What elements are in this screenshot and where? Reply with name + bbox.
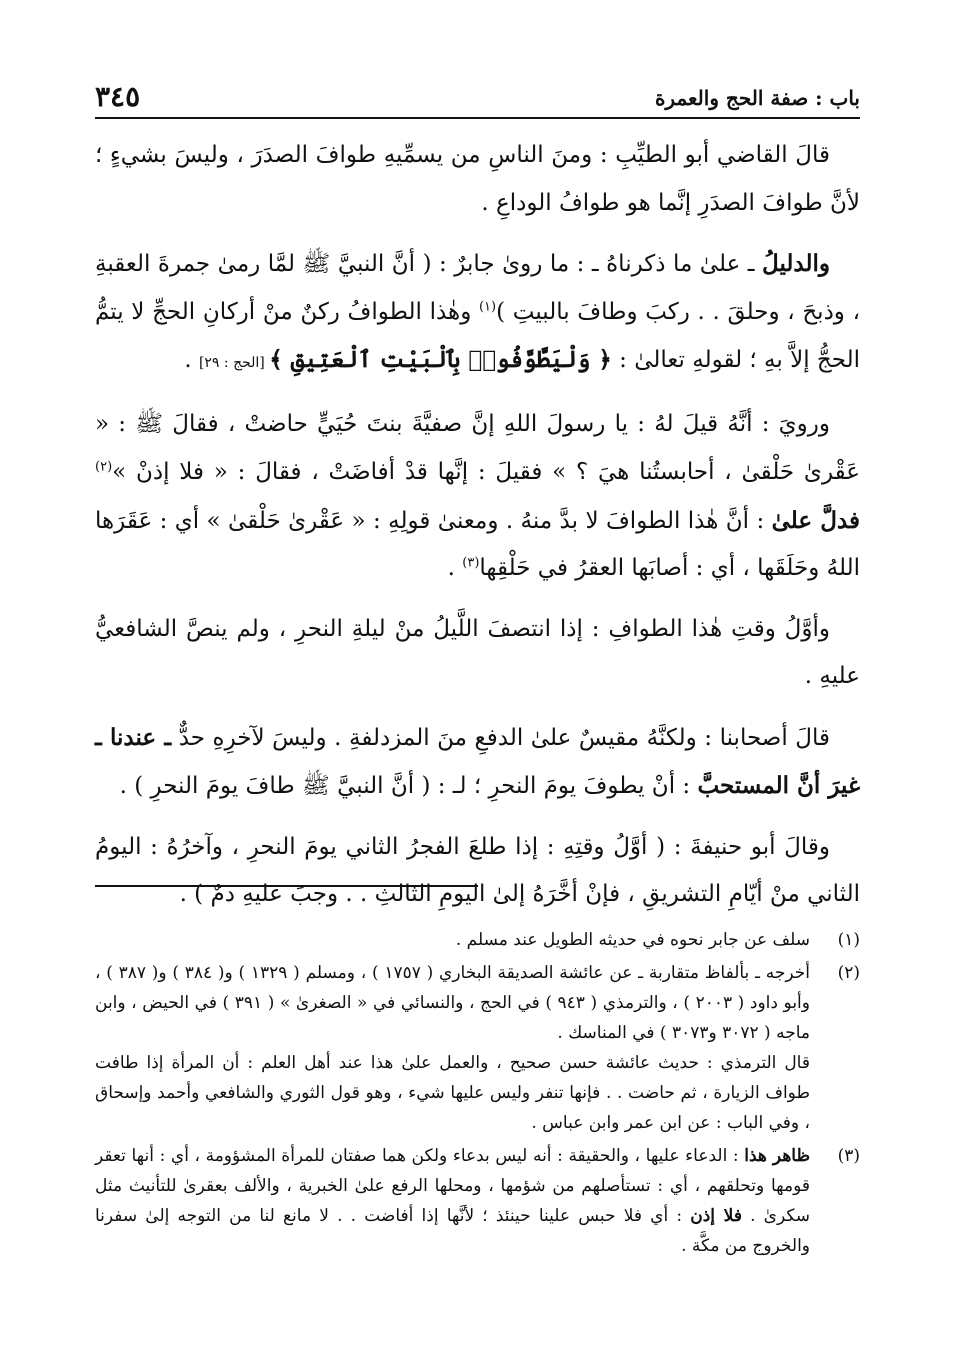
paragraph-6 bbox=[95, 824, 860, 919]
footnote-lead: فلا إذن bbox=[690, 1206, 742, 1226]
paragraph-text: . bbox=[184, 347, 199, 373]
page-number: ٣٤٥ bbox=[95, 80, 141, 113]
footnote-number: (٣) bbox=[837, 1146, 860, 1166]
paragraph-text: وأوَّلُ وقتِ هٰذا الطوافِ : إذا انتصفَ اللَّيلُ منْ ليلةِ النحرِ ، ولم ينصَّ الشافعيُّ عليهِ . bbox=[95, 615, 860, 689]
footnote-ref-1: (١) bbox=[478, 298, 497, 314]
footnote-text: : أي فلا حبس علينا حينئذ ؛ لأنَّها إذا أفاضت . . لا مانع لنا من التوجه إلیٰ سفرنا والخروج من مكَّة . bbox=[95, 1206, 810, 1256]
paragraph-lead: والدليلُ bbox=[762, 250, 830, 277]
footnote-ref-2: (٢) bbox=[95, 459, 113, 475]
page-header bbox=[95, 80, 860, 116]
footnote-3 bbox=[95, 1141, 860, 1261]
footnote-text: سلف عن جابر نحوه في حديثه الطويل عند مسلم . bbox=[455, 930, 810, 950]
paragraph-text: . bbox=[447, 555, 463, 581]
footnote-commentary: قال الترمذي : حديث عائشة حسن صحيح ، والعمل علیٰ هذا عند أهل العلم : أن المرأة إذا طافت طواف الزيارة ، ثم حاضت . . فإنها تنفر وليس عليها شيء ، وهو قول الثوري والشافعي وأحمد وإسحاق ، وفي الباب : عن ابن عمر وابن عباس . bbox=[95, 1053, 810, 1133]
quran-citation: [الحج : ٢٩] bbox=[198, 355, 270, 371]
footnote-1 bbox=[95, 925, 860, 955]
paragraph-text: ـ علىٰ ما ذكرناهُ ـ : ما رویٰ جابرٌ : ( أنَّ النبيَّ ﷺ لمَّا رمیٰ جمرةَ العقبةِ ، وذبحَ ، وحلقَ . . ركبَ وطافَ بالبيتِ ) bbox=[95, 251, 860, 325]
footnote-lead: ظاهر هذا bbox=[744, 1146, 810, 1166]
running-title: باب : صفة الحج والعمرة bbox=[654, 86, 860, 110]
paragraph-text: ورويَ : أنَّهُ قيلَ لهُ : يا رسولَ اللهِ إنَّ صفيَّةَ بنتَ حُيَيٍّ حاضتْ ، فقالَ ﷺ : « عَقْریٰ حَلْقیٰ ، أحابستُنا هيَ ؟ » فقيلَ : إنَّها قدْ أفاضَتْ ، فقالَ : « فلا إذنْ » bbox=[95, 410, 860, 485]
paragraph-text: وقالَ أبو حنيفةَ : ( أوَّلُ وقتِهِ : إذا طلعَ الفجرُ الثاني يومَ النحرِ ، وآخرُهُ : اليومُ الثاني منْ أيّامِ التشريقِ ، فإنْ أخَّرَهُ إلیٰ اليومِ الثالثِ . . وجبَ عليهِ دمٌ ) . bbox=[95, 833, 860, 907]
paragraph-3 bbox=[95, 401, 860, 593]
footnote-text: أخرجه ـ بألفاظ متقاربة ـ عن عائشة الصديقة البخاري ( ١٧٥٧ ) ، ومسلم ( ١٣٢٩ ) و( ٣٨٤ ) و( ٣٨٧ ) ، وأبو داود ( ٢٠٠٣ ) ، والترمذي ( ٩٤٣ ) في الحج ، والنسائي في « الصغریٰ » ( ٣٩١ ) في الحيض ، وابن ماجه ( ٣٠٧٢ و٣٠٧٣ ) في المناسك . bbox=[95, 963, 811, 1043]
paragraph-5 bbox=[95, 714, 860, 811]
footnote-separator bbox=[95, 885, 478, 887]
footnote-number: (٢) bbox=[837, 963, 860, 983]
footnotes bbox=[95, 925, 860, 1264]
paragraph-text: : أنَّ هٰذا الطوافَ لا بدَّ منهُ . ومعنیٰ قولِهِ : « عَقْریٰ حَلْقیٰ » أي : عَقَرَها اللهُ وحَلَقَها ، أي : أصابَها العقرُ في حَلْقِها bbox=[95, 507, 860, 581]
footnote-2 bbox=[95, 958, 860, 1138]
paragraph-text: وهٰذا الطوافُ ركنٌ منْ أركانِ الحجِّ لا يتمُّ الحجُّ إلاَّ بهِ ؛ لقولهِ تعالیٰ : bbox=[95, 298, 860, 373]
main-text bbox=[95, 132, 860, 932]
footnote-number: (١) bbox=[837, 930, 860, 950]
footnote-text: : الدعاء عليها ، والحقيقة : أنه ليس بدعاء ولكن هما صفتان للمرأة المشؤومة ، أي : أنها تعقر قومها وتحلقهم ، أي : تستأصلهم من شؤمها ، ومحلها الرفع علیٰ الخبرية ، والألف بعقریٰ للتأنيث مثل سكریٰ . bbox=[95, 1146, 810, 1226]
paragraph-2 bbox=[95, 240, 860, 388]
paragraph-text: قالَ القاضي أبو الطيِّبِ : ومنَ الناسِ من يسمِّيهِ طوافَ الصدَرَ ، وليسَ بشيءٍ ؛ لأنَّ طوافَ الصدَرِ إنَّما هو طوافُ الوداعِ . bbox=[95, 142, 860, 216]
quran-verse: ﴿ وَلْيَطَّوَّفُوا۟ بِٱلْبَيْتِ ٱلْعَتِيقِ ﴾ bbox=[269, 346, 612, 373]
paragraph-text: : أنْ يطوفَ يومَ النحرِ ؛ لـ : ( أنَّ النبيَّ ﷺ طافَ يومَ النحرِ ) . bbox=[119, 773, 698, 799]
paragraph-4 bbox=[95, 606, 860, 701]
paragraph-1 bbox=[95, 132, 860, 227]
footnote-ref-3: (٣) bbox=[462, 555, 480, 571]
paragraph-emphasis: ـ عندنا ـ غيرَ أنَّ المستحبَّ bbox=[95, 723, 860, 799]
header-rule bbox=[95, 117, 860, 119]
paragraph-text: قالَ أصحابنا : ولكنَّهُ مقيسٌ علیٰ الدفعِ منَ المزدلفةِ . وليسَ لآخرِهِ حدٌّ bbox=[171, 724, 830, 751]
paragraph-lead: فدلَّ علیٰ bbox=[771, 506, 861, 534]
